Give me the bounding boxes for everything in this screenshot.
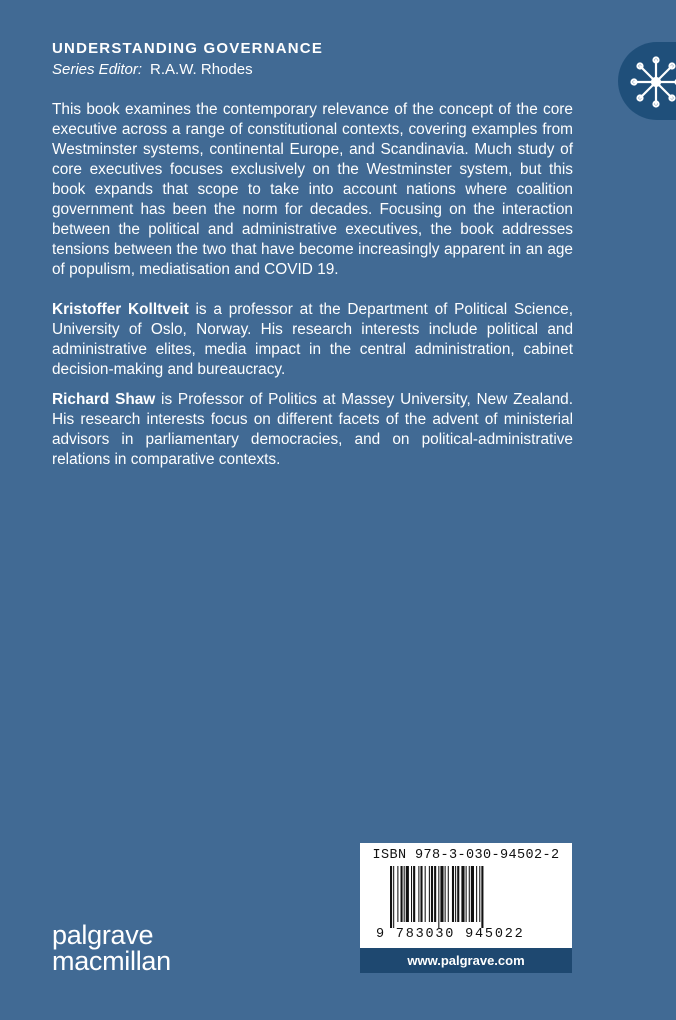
barcode-bar [455,866,456,922]
barcode-bar [438,866,439,928]
barcode-bar [471,866,474,922]
barcode-bar [452,866,454,922]
barcode-bar [418,866,419,922]
barcode-bar [481,866,483,928]
barcode-bar [425,866,426,922]
barcode-bars [390,866,566,928]
series-editor-name: R.A.W. Rhodes [150,61,253,78]
publisher-wordmark [52,922,171,974]
barcode-bar [461,866,464,922]
barcode-bar [404,866,405,922]
barcode-bar [406,866,409,922]
barcode-bar [413,866,415,922]
publisher-logo-badge [618,42,676,120]
author-bio-text: is Professor of Politics at Massey University, New Zealand. His research interests focus on different facets of the advent of ministerial advisors in parliamentary democracies, and on political-administrative relations in comparative contexts. [52,391,573,468]
publisher-website: www.palgrave.com [360,948,572,973]
author-bio [52,300,573,380]
book-description: This book examines the contemporary relevance of the concept of the core executive across a range of constitutional contexts, covering examples from Westminster systems, continental Europe, and Scandinavia. Much study of core executives focuses exclusively on the Westminster system, but this book expands that scope to take into account nations where coalition government has been the norm for decades. Focusing on the interaction between the political and administrative executives, the book addresses tensions between the two that have become increasingly apparent in an age of populism, mediatisation and COVID 19. [52,101,573,278]
barcode-bar [420,866,422,922]
isbn-label: ISBN 978-3-030-94502-2 [372,848,560,863]
barcode-bar [431,866,433,922]
barcode-bar [411,866,412,922]
barcode-bar [440,866,443,922]
author-bio [52,390,573,470]
barcode-bar [445,866,446,922]
author-bio-text: is a professor at the Department of Political Science, University of Oslo, Norway. His research interests include political and administrative elites, media impact in the central administration, cabinet decision-making and bureaucracy. [52,301,573,378]
publisher-name-line1: palgrave [52,920,154,950]
barcode-bar [466,866,467,922]
author-name: Richard Shaw [52,391,156,408]
series-editor [52,61,253,78]
barcode-bar [479,866,480,922]
barcode-bar [393,866,394,928]
barcode-bar [434,866,436,922]
author-name: Kristoffer Kolltveit [52,301,189,318]
barcode-bar [476,866,477,922]
barcode-bar [390,866,392,928]
barcode-bar [448,866,449,922]
barcode-bar [469,866,470,922]
barcode-digits: 9 783030 945022 [376,927,525,942]
barcode-bar [397,866,398,922]
barcode-bar [401,866,403,922]
publisher-name-line2: macmillan [52,946,171,976]
barcode-bar [429,866,430,922]
barcode-bar [457,866,459,922]
palgrave-star-icon [628,54,676,110]
series-editor-label: Series Editor: [52,61,143,78]
isbn-barcode [360,843,572,948]
series-title: UNDERSTANDING GOVERNANCE [52,40,324,57]
